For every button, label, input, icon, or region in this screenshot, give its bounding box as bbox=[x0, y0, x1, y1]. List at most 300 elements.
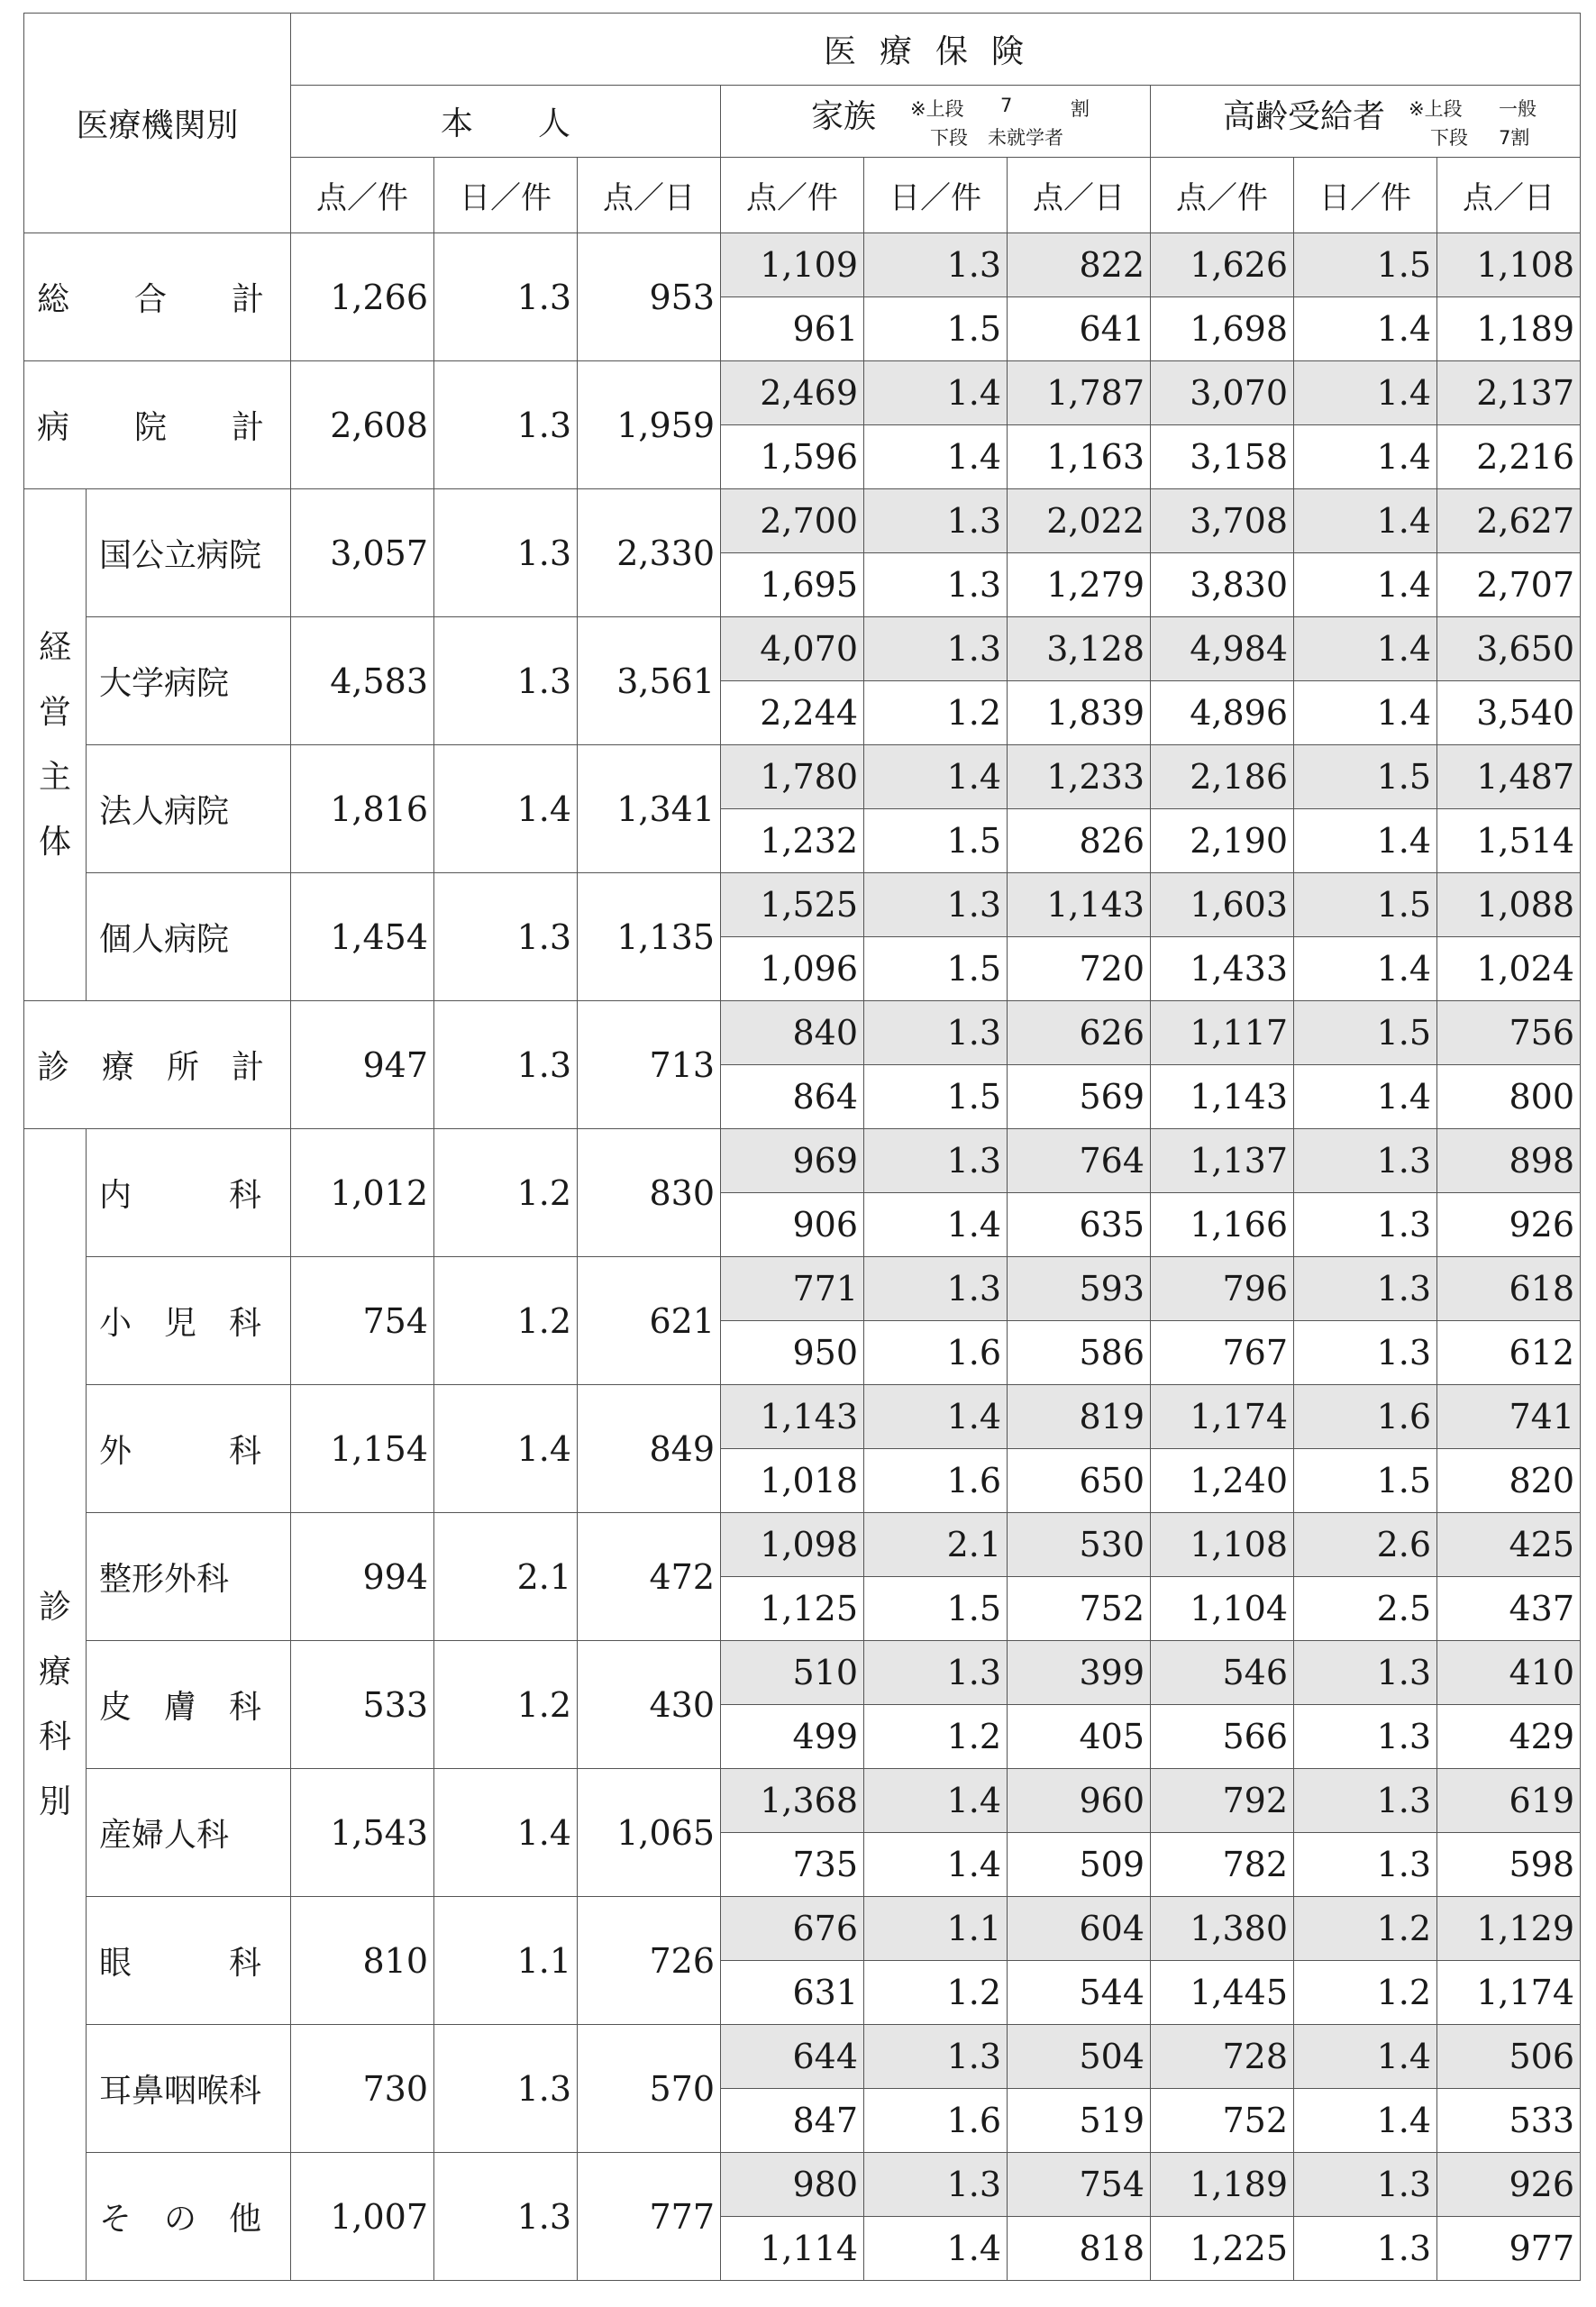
subcategory-label: 法人病院 bbox=[87, 745, 291, 873]
value-cell: 1.4 bbox=[864, 425, 1008, 489]
value-cell: 713 bbox=[578, 1001, 721, 1129]
value-cell: 864 bbox=[721, 1065, 864, 1129]
value-cell: 1,543 bbox=[291, 1769, 434, 1897]
value-cell: 1,117 bbox=[1151, 1001, 1294, 1065]
value-cell: 546 bbox=[1151, 1641, 1294, 1705]
value-cell: 906 bbox=[721, 1193, 864, 1257]
value-cell: 2,186 bbox=[1151, 745, 1294, 809]
value-cell: 1,698 bbox=[1151, 297, 1294, 361]
value-cell: 977 bbox=[1437, 2217, 1581, 2281]
value-cell: 2.5 bbox=[1294, 1577, 1437, 1641]
group-label-char: 療 bbox=[38, 1653, 71, 1691]
value-cell: 676 bbox=[721, 1897, 864, 1961]
table-row bbox=[24, 1513, 1581, 1577]
value-cell: 621 bbox=[578, 1257, 721, 1385]
value-cell: 1.4 bbox=[1294, 425, 1437, 489]
value-cell: 1.3 bbox=[1294, 1641, 1437, 1705]
value-cell: 506 bbox=[1437, 2025, 1581, 2089]
table-row bbox=[24, 1897, 1581, 1961]
kazoku-header bbox=[721, 86, 1151, 158]
value-cell: 1.5 bbox=[864, 1065, 1008, 1129]
value-cell: 1,114 bbox=[721, 2217, 864, 2281]
kazoku-note-bottom-prefix: 下段 bbox=[930, 127, 968, 149]
kazoku-header-label: 家族 bbox=[811, 98, 877, 135]
value-cell: 1.4 bbox=[434, 1769, 578, 1897]
value-cell: 826 bbox=[1008, 809, 1151, 873]
unit-header: 日／件 bbox=[434, 158, 578, 233]
value-cell: 1.5 bbox=[1294, 1449, 1437, 1513]
value-cell: 741 bbox=[1437, 1385, 1581, 1449]
value-cell: 1.3 bbox=[1294, 1193, 1437, 1257]
value-cell: 1.4 bbox=[1294, 553, 1437, 617]
value-cell: 1,104 bbox=[1151, 1577, 1294, 1641]
value-cell: 1.3 bbox=[864, 2153, 1008, 2217]
value-cell: 2,700 bbox=[721, 489, 864, 553]
value-cell: 650 bbox=[1008, 1449, 1151, 1513]
value-cell: 969 bbox=[721, 1129, 864, 1193]
value-cell: 735 bbox=[721, 1833, 864, 1897]
subcategory-label: 内 科 bbox=[87, 1129, 291, 1257]
value-cell: 544 bbox=[1008, 1961, 1151, 2025]
value-cell: 644 bbox=[721, 2025, 864, 2089]
value-cell: 1,024 bbox=[1437, 937, 1581, 1001]
value-cell: 1.5 bbox=[864, 297, 1008, 361]
value-cell: 1.3 bbox=[864, 617, 1008, 681]
value-cell: 1,007 bbox=[291, 2153, 434, 2281]
value-cell: 1.3 bbox=[864, 233, 1008, 297]
value-cell: 1.3 bbox=[1294, 2153, 1437, 2217]
value-cell: 953 bbox=[578, 233, 721, 361]
value-cell: 430 bbox=[578, 1641, 721, 1769]
value-cell: 1.4 bbox=[1294, 937, 1437, 1001]
value-cell: 1.3 bbox=[1294, 1705, 1437, 1769]
value-cell: 777 bbox=[578, 2153, 721, 2281]
value-cell: 764 bbox=[1008, 1129, 1151, 1193]
table-row bbox=[24, 873, 1581, 937]
value-cell: 980 bbox=[721, 2153, 864, 2217]
value-cell: 2,022 bbox=[1008, 489, 1151, 553]
value-cell: 3,561 bbox=[578, 617, 721, 745]
value-cell: 1,163 bbox=[1008, 425, 1151, 489]
value-cell: 619 bbox=[1437, 1769, 1581, 1833]
value-cell: 533 bbox=[1437, 2089, 1581, 2153]
value-cell: 730 bbox=[291, 2025, 434, 2153]
value-cell: 1.6 bbox=[864, 1321, 1008, 1385]
value-cell: 960 bbox=[1008, 1769, 1151, 1833]
value-cell: 1.4 bbox=[434, 1385, 578, 1513]
unit-header: 点／日 bbox=[1437, 158, 1581, 233]
group-label-char: 診 bbox=[38, 1588, 71, 1626]
value-cell: 1.3 bbox=[434, 361, 578, 489]
value-cell: 1.3 bbox=[1294, 1129, 1437, 1193]
value-cell: 1,240 bbox=[1151, 1449, 1294, 1513]
value-cell: 437 bbox=[1437, 1577, 1581, 1641]
value-cell: 570 bbox=[578, 2025, 721, 2153]
value-cell: 472 bbox=[578, 1513, 721, 1641]
value-cell: 1.3 bbox=[434, 617, 578, 745]
value-cell: 4,896 bbox=[1151, 681, 1294, 745]
category-header-label: 医療機関別 bbox=[76, 107, 239, 144]
value-cell: 752 bbox=[1151, 2089, 1294, 2153]
value-cell: 1,454 bbox=[291, 873, 434, 1001]
value-cell: 1,096 bbox=[721, 937, 864, 1001]
kazoku-note-top-prefix: ※上段 bbox=[910, 98, 964, 120]
value-cell: 1,018 bbox=[721, 1449, 864, 1513]
value-cell: 1,233 bbox=[1008, 745, 1151, 809]
value-cell: 1.4 bbox=[864, 1193, 1008, 1257]
value-cell: 1.3 bbox=[434, 873, 578, 1001]
value-cell: 1,143 bbox=[1151, 1065, 1294, 1129]
value-cell: 1,065 bbox=[578, 1769, 721, 1897]
value-cell: 1.4 bbox=[1294, 809, 1437, 873]
value-cell: 569 bbox=[1008, 1065, 1151, 1129]
value-cell: 1,154 bbox=[291, 1385, 434, 1513]
table-row bbox=[24, 1001, 1581, 1065]
value-cell: 947 bbox=[291, 1001, 434, 1129]
value-cell: 822 bbox=[1008, 233, 1151, 297]
value-cell: 410 bbox=[1437, 1641, 1581, 1705]
value-cell: 2,244 bbox=[721, 681, 864, 745]
value-cell: 1.4 bbox=[1294, 2025, 1437, 2089]
table-row bbox=[24, 1257, 1581, 1321]
value-cell: 510 bbox=[721, 1641, 864, 1705]
unit-header: 点／件 bbox=[1151, 158, 1294, 233]
value-cell: 926 bbox=[1437, 1193, 1581, 1257]
value-cell: 1,225 bbox=[1151, 2217, 1294, 2281]
table-row bbox=[24, 1641, 1581, 1705]
value-cell: 1.1 bbox=[434, 1897, 578, 2025]
unit-header: 点／件 bbox=[291, 158, 434, 233]
value-cell: 598 bbox=[1437, 1833, 1581, 1897]
value-cell: 1.6 bbox=[1294, 1385, 1437, 1449]
unit-header: 点／日 bbox=[578, 158, 721, 233]
subcategory-label: 眼 科 bbox=[87, 1897, 291, 2025]
value-cell: 1.6 bbox=[864, 1449, 1008, 1513]
group-label-char: 科 bbox=[38, 1718, 71, 1755]
value-cell: 2,627 bbox=[1437, 489, 1581, 553]
value-cell: 405 bbox=[1008, 1705, 1151, 1769]
value-cell: 641 bbox=[1008, 297, 1151, 361]
unit-header: 日／件 bbox=[1294, 158, 1437, 233]
value-cell: 3,158 bbox=[1151, 425, 1294, 489]
unit-header: 日／件 bbox=[864, 158, 1008, 233]
subcategory-label: 皮 膚 科 bbox=[87, 1641, 291, 1769]
value-cell: 1,174 bbox=[1437, 1961, 1581, 2025]
table-row bbox=[24, 2153, 1581, 2217]
value-cell: 1.4 bbox=[434, 745, 578, 873]
subcategory-label: 耳鼻咽喉科 bbox=[87, 2025, 291, 2153]
value-cell: 399 bbox=[1008, 1641, 1151, 1705]
value-cell: 2.1 bbox=[434, 1513, 578, 1641]
value-cell: 994 bbox=[291, 1513, 434, 1641]
value-cell: 1.3 bbox=[864, 1257, 1008, 1321]
group-label-char: 別 bbox=[38, 1783, 71, 1820]
value-cell: 800 bbox=[1437, 1065, 1581, 1129]
value-cell: 847 bbox=[721, 2089, 864, 2153]
value-cell: 1.3 bbox=[864, 1001, 1008, 1065]
unit-header: 点／日 bbox=[1008, 158, 1151, 233]
value-cell: 1.5 bbox=[864, 937, 1008, 1001]
value-cell: 1.4 bbox=[1294, 2089, 1437, 2153]
value-cell: 1,816 bbox=[291, 745, 434, 873]
value-cell: 2,608 bbox=[291, 361, 434, 489]
medical-statistics-table bbox=[23, 13, 1581, 2281]
value-cell: 1.3 bbox=[864, 1129, 1008, 1193]
value-cell: 1,143 bbox=[721, 1385, 864, 1449]
value-cell: 1,125 bbox=[721, 1577, 864, 1641]
unit-header: 点／件 bbox=[721, 158, 864, 233]
value-cell: 586 bbox=[1008, 1321, 1151, 1385]
value-cell: 2,190 bbox=[1151, 809, 1294, 873]
category-label: 診 療 所 計 bbox=[24, 1001, 291, 1129]
value-cell: 429 bbox=[1437, 1705, 1581, 1769]
value-cell: 533 bbox=[291, 1641, 434, 1769]
table-row bbox=[24, 489, 1581, 553]
kazoku-note-top-suffix: 割 bbox=[1071, 98, 1090, 120]
value-cell: 1.4 bbox=[1294, 617, 1437, 681]
value-cell: 4,070 bbox=[721, 617, 864, 681]
value-cell: 1,787 bbox=[1008, 361, 1151, 425]
value-cell: 782 bbox=[1151, 1833, 1294, 1897]
value-cell: 819 bbox=[1008, 1385, 1151, 1449]
value-cell: 1.3 bbox=[864, 2025, 1008, 2089]
group-label-char: 経 bbox=[38, 628, 71, 666]
value-cell: 1.2 bbox=[1294, 1897, 1437, 1961]
value-cell: 593 bbox=[1008, 1257, 1151, 1321]
value-cell: 1,525 bbox=[721, 873, 864, 937]
value-cell: 950 bbox=[721, 1321, 864, 1385]
value-cell: 752 bbox=[1008, 1577, 1151, 1641]
value-cell: 767 bbox=[1151, 1321, 1294, 1385]
value-cell: 1.2 bbox=[434, 1641, 578, 1769]
value-cell: 1.4 bbox=[1294, 681, 1437, 745]
value-cell: 1.2 bbox=[434, 1257, 578, 1385]
value-cell: 2.6 bbox=[1294, 1513, 1437, 1577]
value-cell: 754 bbox=[1008, 2153, 1151, 2217]
koureisha-note-bottom-prefix: 下段 bbox=[1430, 127, 1468, 149]
value-cell: 1,088 bbox=[1437, 873, 1581, 937]
value-cell: 1.2 bbox=[864, 1705, 1008, 1769]
value-cell: 4,583 bbox=[291, 617, 434, 745]
value-cell: 1.4 bbox=[1294, 1065, 1437, 1129]
value-cell: 820 bbox=[1437, 1449, 1581, 1513]
value-cell: 756 bbox=[1437, 1001, 1581, 1065]
value-cell: 1.2 bbox=[864, 681, 1008, 745]
table-row bbox=[24, 1385, 1581, 1449]
value-cell: 1,380 bbox=[1151, 1897, 1294, 1961]
insurance-header bbox=[291, 14, 1581, 86]
table-row bbox=[24, 233, 1581, 297]
value-cell: 1,098 bbox=[721, 1513, 864, 1577]
table-row bbox=[24, 1129, 1581, 1193]
value-cell: 830 bbox=[578, 1129, 721, 1257]
value-cell: 1.4 bbox=[1294, 361, 1437, 425]
kazoku-note-top-value: 7 bbox=[1000, 95, 1013, 116]
value-cell: 1,012 bbox=[291, 1129, 434, 1257]
value-cell: 1.4 bbox=[864, 1385, 1008, 1449]
value-cell: 1,137 bbox=[1151, 1129, 1294, 1193]
value-cell: 1,232 bbox=[721, 809, 864, 873]
value-cell: 1,514 bbox=[1437, 809, 1581, 873]
table-row bbox=[24, 2025, 1581, 2089]
value-cell: 1,959 bbox=[578, 361, 721, 489]
value-cell: 425 bbox=[1437, 1513, 1581, 1577]
category-label: 病 院 計 bbox=[24, 361, 291, 489]
subcategory-label: そ の 他 bbox=[87, 2153, 291, 2281]
subcategory-label: 整形外科 bbox=[87, 1513, 291, 1641]
value-cell: 1,166 bbox=[1151, 1193, 1294, 1257]
table-row bbox=[24, 617, 1581, 681]
value-cell: 1.3 bbox=[1294, 1321, 1437, 1385]
value-cell: 519 bbox=[1008, 2089, 1151, 2153]
subcategory-label: 大学病院 bbox=[87, 617, 291, 745]
value-cell: 1,174 bbox=[1151, 1385, 1294, 1449]
value-cell: 4,984 bbox=[1151, 617, 1294, 681]
value-cell: 1.5 bbox=[1294, 1001, 1437, 1065]
value-cell: 1.4 bbox=[1294, 489, 1437, 553]
value-cell: 898 bbox=[1437, 1129, 1581, 1193]
value-cell: 1,603 bbox=[1151, 873, 1294, 937]
kazoku-note-bottom-value: 未就学者 bbox=[988, 127, 1063, 149]
value-cell: 499 bbox=[721, 1705, 864, 1769]
honnin-header-label: 本 人 bbox=[440, 105, 570, 142]
value-cell: 1.4 bbox=[864, 745, 1008, 809]
value-cell: 1,189 bbox=[1437, 297, 1581, 361]
value-cell: 1.5 bbox=[1294, 233, 1437, 297]
value-cell: 1.6 bbox=[864, 2089, 1008, 2153]
value-cell: 1,109 bbox=[721, 233, 864, 297]
value-cell: 1,108 bbox=[1151, 1513, 1294, 1577]
value-cell: 792 bbox=[1151, 1769, 1294, 1833]
value-cell: 631 bbox=[721, 1961, 864, 2025]
value-cell: 1.3 bbox=[864, 489, 1008, 553]
value-cell: 1.3 bbox=[864, 1641, 1008, 1705]
value-cell: 1,433 bbox=[1151, 937, 1294, 1001]
koureisha-header-label: 高齢受給者 bbox=[1223, 98, 1386, 135]
value-cell: 635 bbox=[1008, 1193, 1151, 1257]
category-header bbox=[24, 14, 291, 233]
table-row bbox=[24, 745, 1581, 809]
value-cell: 1.5 bbox=[1294, 745, 1437, 809]
value-cell: 618 bbox=[1437, 1257, 1581, 1321]
value-cell: 3,057 bbox=[291, 489, 434, 617]
value-cell: 3,540 bbox=[1437, 681, 1581, 745]
value-cell: 1.3 bbox=[434, 2153, 578, 2281]
value-cell: 3,650 bbox=[1437, 617, 1581, 681]
value-cell: 1.5 bbox=[1294, 873, 1437, 937]
value-cell: 1.3 bbox=[434, 233, 578, 361]
value-cell: 1.3 bbox=[1294, 1257, 1437, 1321]
value-cell: 1,135 bbox=[578, 873, 721, 1001]
department-group-label bbox=[24, 1129, 87, 2281]
value-cell: 1,279 bbox=[1008, 553, 1151, 617]
value-cell: 1.5 bbox=[864, 809, 1008, 873]
value-cell: 1.2 bbox=[864, 1961, 1008, 2025]
value-cell: 818 bbox=[1008, 2217, 1151, 2281]
value-cell: 1.1 bbox=[864, 1897, 1008, 1961]
value-cell: 1,341 bbox=[578, 745, 721, 873]
subcategory-label: 個人病院 bbox=[87, 873, 291, 1001]
value-cell: 1.3 bbox=[1294, 1769, 1437, 1833]
value-cell: 1.3 bbox=[434, 2025, 578, 2153]
value-cell: 926 bbox=[1437, 2153, 1581, 2217]
value-cell: 604 bbox=[1008, 1897, 1151, 1961]
koureisha-note-bottom-value: 7割 bbox=[1499, 127, 1530, 149]
value-cell: 1.2 bbox=[1294, 1961, 1437, 2025]
value-cell: 1.3 bbox=[1294, 2217, 1437, 2281]
value-cell: 2,330 bbox=[578, 489, 721, 617]
value-cell: 566 bbox=[1151, 1705, 1294, 1769]
value-cell: 1.4 bbox=[1294, 297, 1437, 361]
value-cell: 1,368 bbox=[721, 1769, 864, 1833]
table-row bbox=[24, 361, 1581, 425]
subcategory-label: 国公立病院 bbox=[87, 489, 291, 617]
value-cell: 961 bbox=[721, 297, 864, 361]
value-cell: 1.3 bbox=[434, 1001, 578, 1129]
value-cell: 3,128 bbox=[1008, 617, 1151, 681]
value-cell: 1.4 bbox=[864, 361, 1008, 425]
value-cell: 1.3 bbox=[434, 489, 578, 617]
subcategory-label: 小 児 科 bbox=[87, 1257, 291, 1385]
insurance-header-label: 医療保険 bbox=[823, 33, 1047, 70]
value-cell: 1,129 bbox=[1437, 1897, 1581, 1961]
group-label-char: 営 bbox=[38, 693, 71, 731]
value-cell: 1,626 bbox=[1151, 233, 1294, 297]
honnin-header bbox=[291, 86, 721, 158]
value-cell: 1,780 bbox=[721, 745, 864, 809]
value-cell: 1,266 bbox=[291, 233, 434, 361]
value-cell: 626 bbox=[1008, 1001, 1151, 1065]
value-cell: 2,707 bbox=[1437, 553, 1581, 617]
value-cell: 728 bbox=[1151, 2025, 1294, 2089]
value-cell: 1.5 bbox=[864, 1577, 1008, 1641]
value-cell: 1.3 bbox=[864, 873, 1008, 937]
value-cell: 771 bbox=[721, 1257, 864, 1321]
management-group-label bbox=[24, 489, 87, 1001]
value-cell: 849 bbox=[578, 1385, 721, 1513]
value-cell: 1,487 bbox=[1437, 745, 1581, 809]
value-cell: 1,143 bbox=[1008, 873, 1151, 937]
value-cell: 1,445 bbox=[1151, 1961, 1294, 2025]
value-cell: 1.2 bbox=[434, 1129, 578, 1257]
group-label-char: 体 bbox=[38, 823, 71, 861]
value-cell: 1.4 bbox=[864, 2217, 1008, 2281]
value-cell: 504 bbox=[1008, 2025, 1151, 2089]
value-cell: 1,839 bbox=[1008, 681, 1151, 745]
value-cell: 509 bbox=[1008, 1833, 1151, 1897]
value-cell: 2,469 bbox=[721, 361, 864, 425]
group-label-char: 主 bbox=[38, 758, 71, 796]
value-cell: 720 bbox=[1008, 937, 1151, 1001]
value-cell: 2.1 bbox=[864, 1513, 1008, 1577]
value-cell: 1,189 bbox=[1151, 2153, 1294, 2217]
value-cell: 726 bbox=[578, 1897, 721, 2025]
value-cell: 1,108 bbox=[1437, 233, 1581, 297]
koureisha-note-top-value: 一般 bbox=[1499, 98, 1537, 120]
value-cell: 2,216 bbox=[1437, 425, 1581, 489]
koureisha-note-top-prefix: ※上段 bbox=[1409, 98, 1463, 120]
value-cell: 530 bbox=[1008, 1513, 1151, 1577]
value-cell: 3,830 bbox=[1151, 553, 1294, 617]
value-cell: 810 bbox=[291, 1897, 434, 2025]
value-cell: 840 bbox=[721, 1001, 864, 1065]
value-cell: 3,070 bbox=[1151, 361, 1294, 425]
category-label: 総 合 計 bbox=[24, 233, 291, 361]
value-cell: 1.3 bbox=[864, 553, 1008, 617]
subcategory-label: 産婦人科 bbox=[87, 1769, 291, 1897]
value-cell: 2,137 bbox=[1437, 361, 1581, 425]
value-cell: 754 bbox=[291, 1257, 434, 1385]
